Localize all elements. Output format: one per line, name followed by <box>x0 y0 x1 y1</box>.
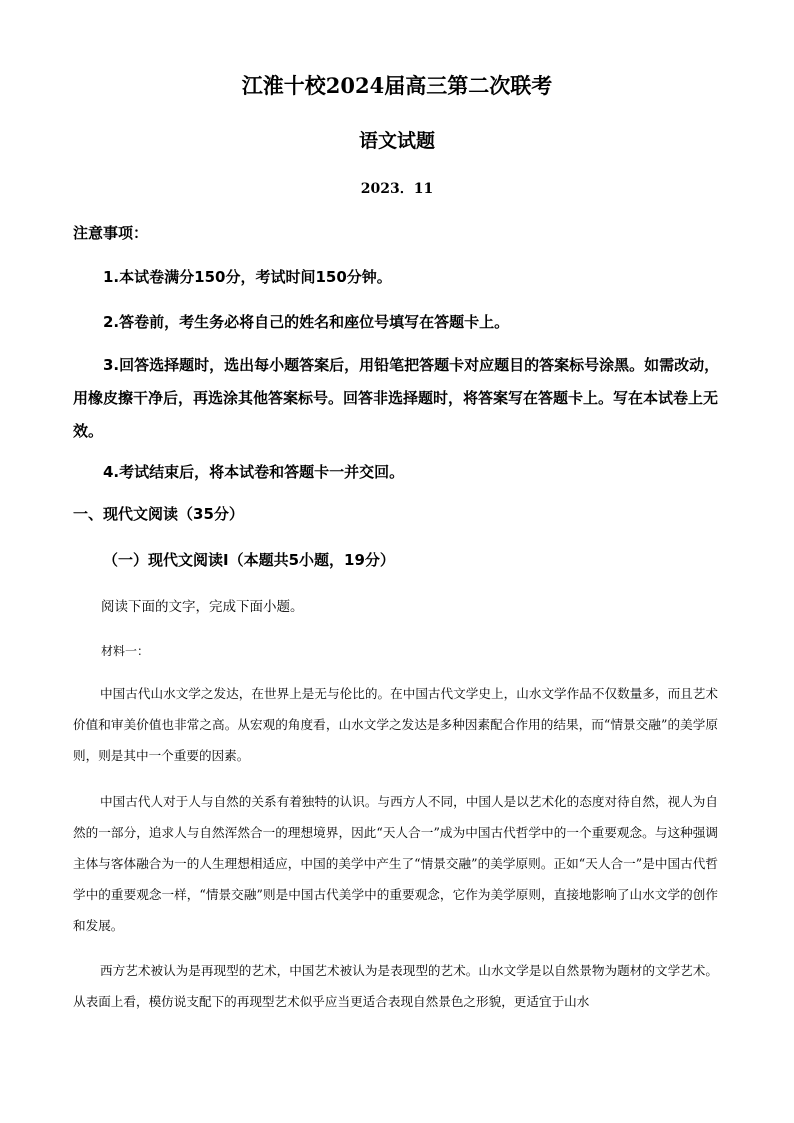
section-heading: 一、现代文阅读（35分） <box>73 505 244 523</box>
reading-instruction: 阅读下面的文字，完成下面小题。 <box>101 599 304 615</box>
material-paragraph-3: 西方艺术被认为是再现型的艺术，中国艺术被认为是表现型的艺术。山水文学是以自然景物为题材的文学艺术。从表面上看，模仿说支配下的再现型艺术似乎应当更适合表现自然景色之形貌，更适宜于山水 <box>73 963 718 1009</box>
subsection-heading: （一）现代文阅读Ⅰ（本题共5小题，19分） <box>103 551 395 569</box>
material-label: 材料一： <box>101 644 150 658</box>
notice-item-4: 4.考试结束后，将本试卷和答题卡一并交回。 <box>103 463 405 481</box>
notice-item-3: 3.回答选择题时，选出每小题答案后，用铅笔把答题卡对应题目的答案标号涂黑。如需改动，用橡皮擦干净后，再选涂其他答案标号。回答非选择题时，将答案写在答题卡上。写在本试卷上无效。 <box>73 356 720 440</box>
exam-subtitle: 语文试题 <box>358 130 435 152</box>
exam-date: 2023．11 <box>360 181 434 197</box>
material-paragraph-1: 中国古代山水文学之发达，在世界上是无与伦比的。在中国古代文学史上，山水文学作品不仅数量多，而且艺术价值和审美价值也非常之高。从宏观的角度看，山水文学之发达是多种因素配合作用的结果，而“情景交融”的美学原则，则是其中一个重要的因素。 <box>73 686 718 763</box>
material-paragraph-2: 中国古代人对于人与自然的关系有着独特的认识。与西方人不同，中国人是以艺术化的态度对待自然，视人为自然的一部分，追求人与自然浑然合一的理想境界，因此“天人合一”成为中国古代哲学中的一个重要观念。与这种强调主体与客体融合为一的人生理想相适应，中国的美学中产生了“情景交融”的美学原则。正如“天人合一”是中国古代哲学中的重要观念一样，“情景交融”则是中国古代美学中的重要观念，它作为美学原则，直接地影响了山水文学的创作和发展。 <box>73 794 718 933</box>
notice-item-1: 1.本试卷满分150分，考试时间150分钟。 <box>103 268 392 286</box>
notice-heading: 注意事项： <box>73 224 149 242</box>
exam-title: 江淮十校2024届高三第二次联考 <box>241 73 553 98</box>
notice-item-2: 2.答卷前，考生务必将自己的姓名和座位号填写在答题卡上。 <box>103 313 510 331</box>
